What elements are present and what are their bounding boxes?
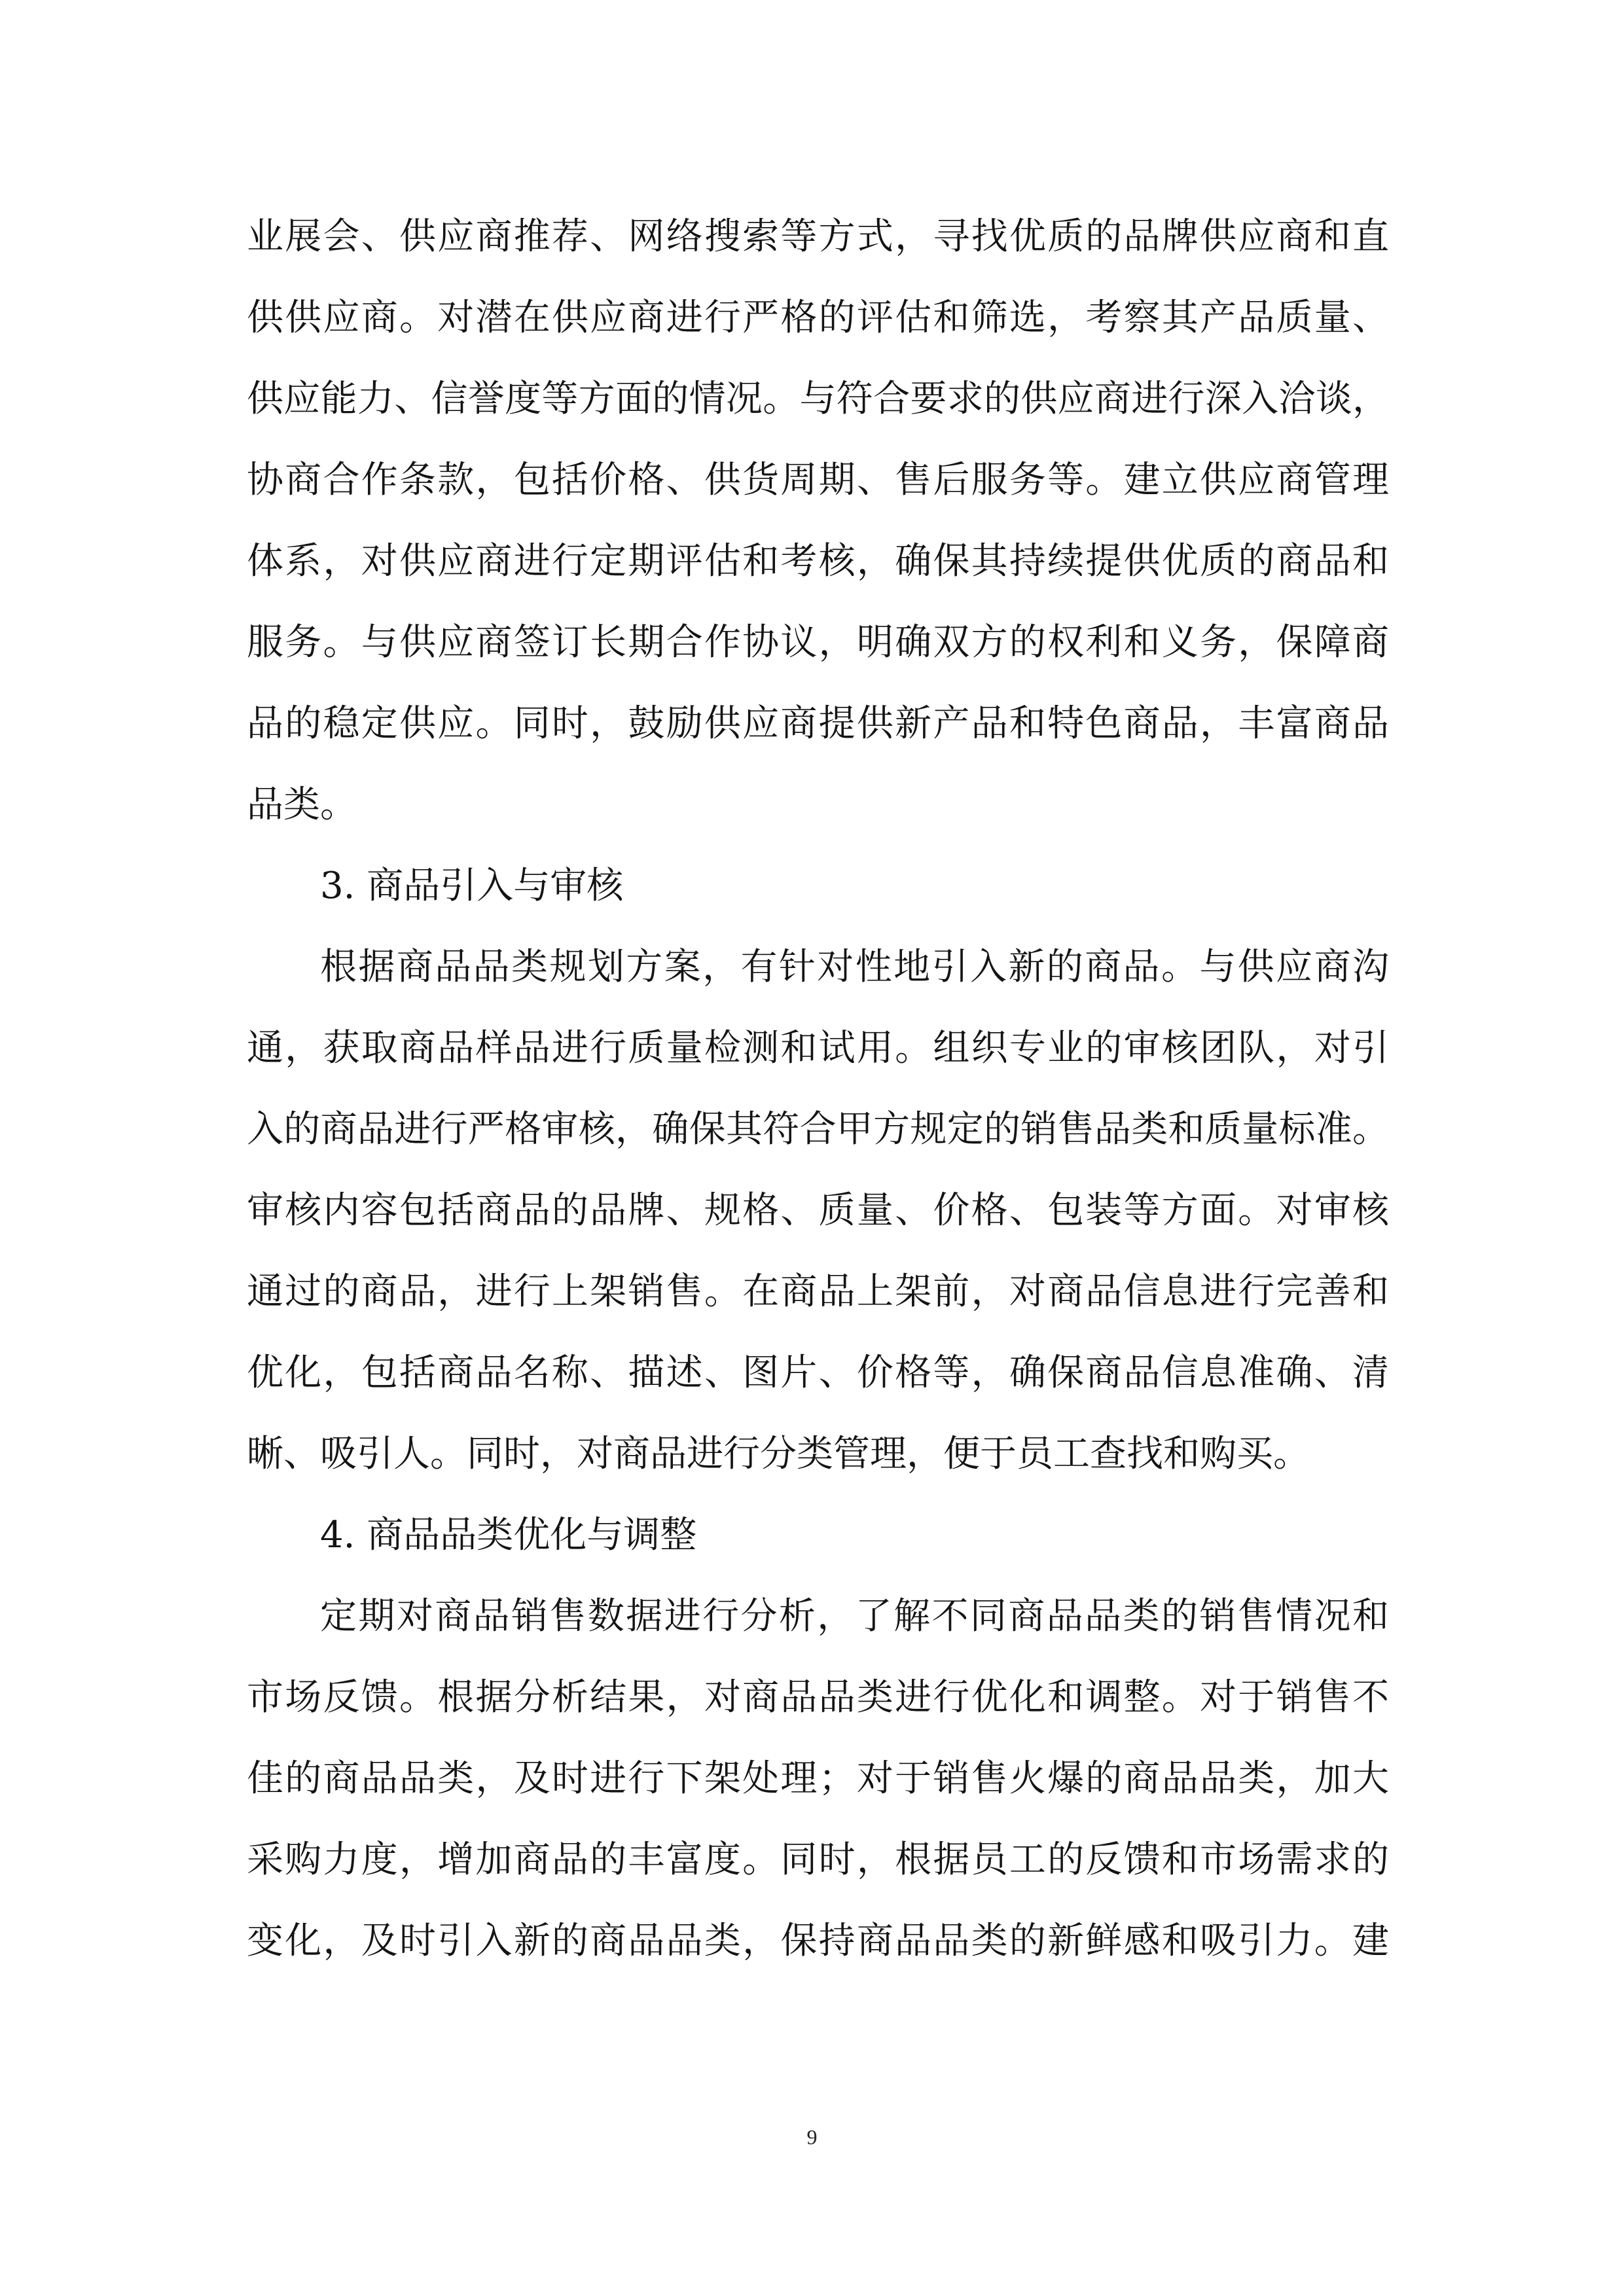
section-heading-4: 4. 商品品类优化与调整 <box>320 1514 697 1556</box>
paragraph-line: 品类。 <box>247 783 357 826</box>
paragraph-line: 品的稳定供应。同时，鼓励供应商提供新产品和特色商品，丰富商品 <box>247 702 1389 745</box>
section-heading-3: 3. 商品引入与审核 <box>320 865 624 907</box>
paragraph-line: 采购力度，增加商品的丰富度。同时，根据员工的反馈和市场需求的 <box>247 1839 1389 1881</box>
paragraph-line: 业展会、供应商推荐、网络搜索等方式，寻找优质的品牌供应商和直 <box>247 215 1389 258</box>
paragraph-line: 供应能力、信誉度等方面的情况。与符合要求的供应商进行深入洽谈， <box>247 378 1389 420</box>
paragraph-line: 通，获取商品样品进行质量检测和试用。组织专业的审核团队，对引 <box>247 1027 1389 1069</box>
paragraph-line: 体系，对供应商进行定期评估和考核，确保其持续提供优质的商品和 <box>247 540 1389 583</box>
paragraph-line: 变化，及时引入新的商品品类，保持商品品类的新鲜感和吸引力。建 <box>247 1920 1389 1962</box>
paragraph-line: 优化，包括商品名称、描述、图片、价格等，确保商品信息准确、清 <box>247 1352 1389 1394</box>
section-3-paragraph <box>247 927 1389 1495</box>
paragraph-line: 服务。与供应商签订长期合作协议，明确双方的权利和义务，保障商 <box>247 621 1389 664</box>
paragraph-line: 通过的商品，进行上架销售。在商品上架前，对商品信息进行完善和 <box>247 1270 1389 1313</box>
paragraph-line: 市场反馈。根据分析结果，对商品品类进行优化和调整。对于销售不 <box>247 1676 1389 1719</box>
page-number: 9 <box>806 2125 818 2149</box>
supplier-paragraph <box>247 196 1389 846</box>
paragraph-line: 入的商品进行严格审核，确保其符合甲方规定的销售品类和质量标准。 <box>247 1108 1389 1151</box>
section-4-paragraph <box>247 1576 1389 1982</box>
paragraph-line: 定期对商品销售数据进行分析，了解不同商品品类的销售情况和 <box>320 1595 1389 1638</box>
body-text <box>247 196 1389 1982</box>
paragraph-line: 佳的商品品类，及时进行下架处理；对于销售火爆的商品品类，加大 <box>247 1757 1389 1800</box>
paragraph-line: 根据商品品类规划方案，有针对性地引入新的商品。与供应商沟 <box>320 946 1389 988</box>
paragraph-line: 审核内容包括商品的品牌、规格、质量、价格、包装等方面。对审核 <box>247 1189 1389 1232</box>
paragraph-line: 协商合作条款，包括价格、供货周期、售后服务等。建立供应商管理 <box>247 459 1389 501</box>
paragraph-line: 供供应商。对潜在供应商进行严格的评估和筛选，考察其产品质量、 <box>247 296 1389 339</box>
paragraph-line: 晰、吸引人。同时，对商品进行分类管理，便于员工查找和购买。 <box>247 1433 1310 1475</box>
